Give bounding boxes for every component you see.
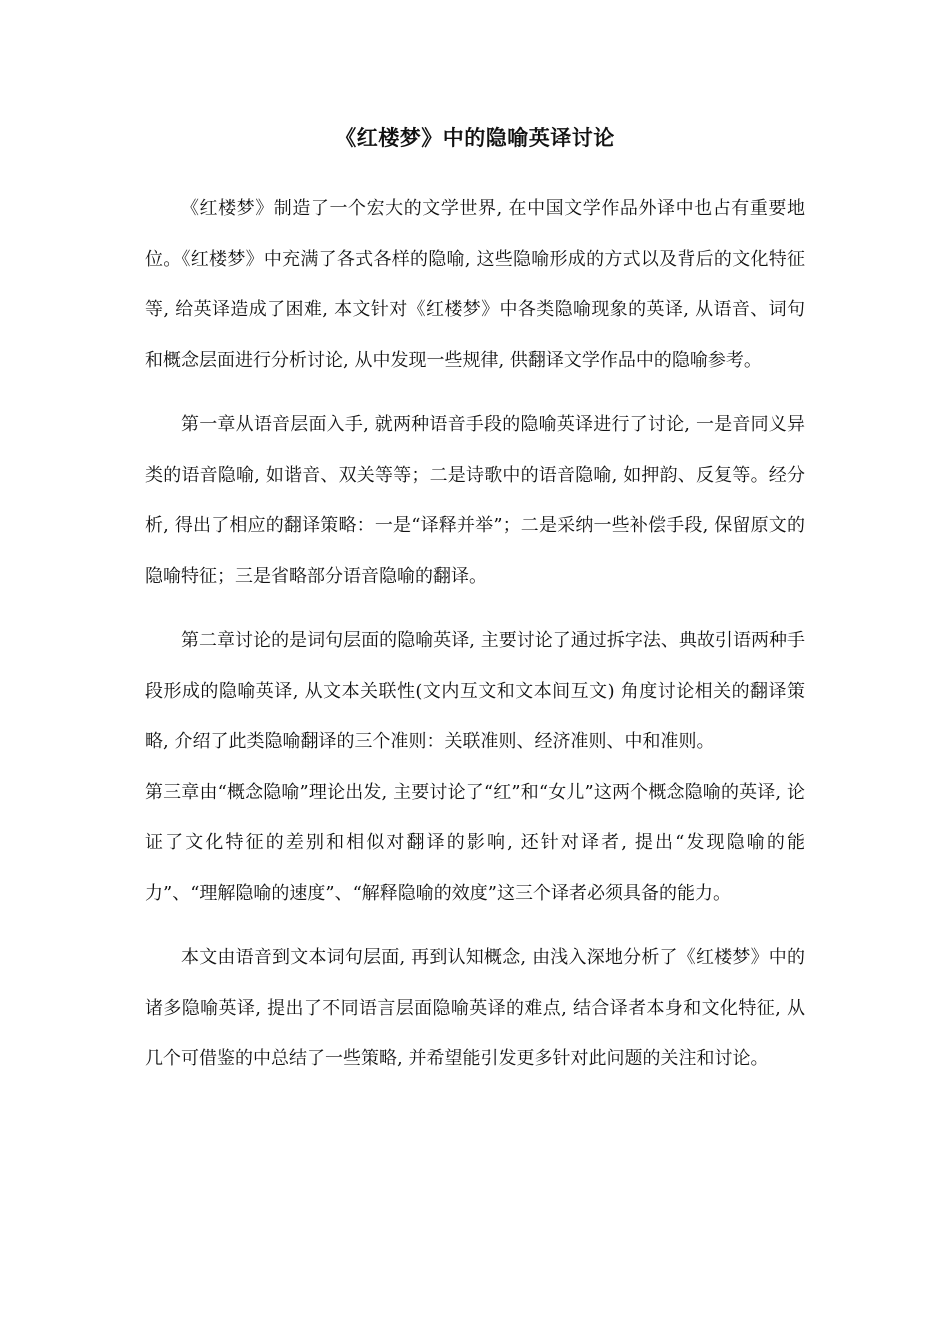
document-title: 《红楼梦》中的隐喻英译讨论 [335, 125, 615, 150]
paragraph-chapter-three: 第三章由“概念隐喻”理论出发, 主要讨论了“红”和“女儿”这两个概念隐喻的英译, 论证了文化特征的差别和相似对翻译的影响, 还针对译者, 提出“发现隐喻的能力”、“理解隐喻的速度”、“解释隐喻的效度”这三个译者必须具备的能力。 [145, 781, 805, 904]
document-page [145, 118, 805, 1099]
paragraph-abstract-intro: 《红楼梦》制造了一个宏大的文学世界, 在中国文学作品外译中也占有重要地位。《红楼梦》中充满了各式各样的隐喻, 这些隐喻形成的方式以及背后的文化特征等, 给英译造成了困难, 本文针对《红楼梦》中各类隐喻现象的英译, 从语音、词句和概念层面进行分析讨论, 从中发现一些规律, 供翻译文学作品中的隐喻参考。 [145, 198, 805, 371]
paragraph-chapter-two: 第二章讨论的是词句层面的隐喻英译, 主要讨论了通过拆字法、典故引语两种手段形成的隐喻英译, 从文本关联性(文内互文和文本间互文) 角度讨论相关的翻译策略, 介绍了此类隐喻翻译的三个准则：关联准则、经济准则、中和准则。 [145, 630, 805, 752]
paragraph-conclusion: 本文由语音到文本词句层面, 再到认知概念, 由浅入深地分析了《红楼梦》中的诸多隐喻英译, 提出了不同语言层面隐喻英译的难点, 结合译者本身和文化特征, 从几个可借鉴的中总结了一些策略, 并希望能引发更多针对此问题的关注和讨论。 [145, 947, 805, 1069]
paragraph-chapter-one: 第一章从语音层面入手, 就两种语音手段的隐喻英译进行了讨论, 一是音同义异类的语音隐喻, 如谐音、双关等等；二是诗歌中的语音隐喻, 如押韵、反复等。经分析, 得出了相应的翻译策略：一是“译释并举”；二是采纳一些补偿手段, 保留原文的隐喻特征；三是省略部分语音隐喻的翻译。 [145, 414, 805, 587]
